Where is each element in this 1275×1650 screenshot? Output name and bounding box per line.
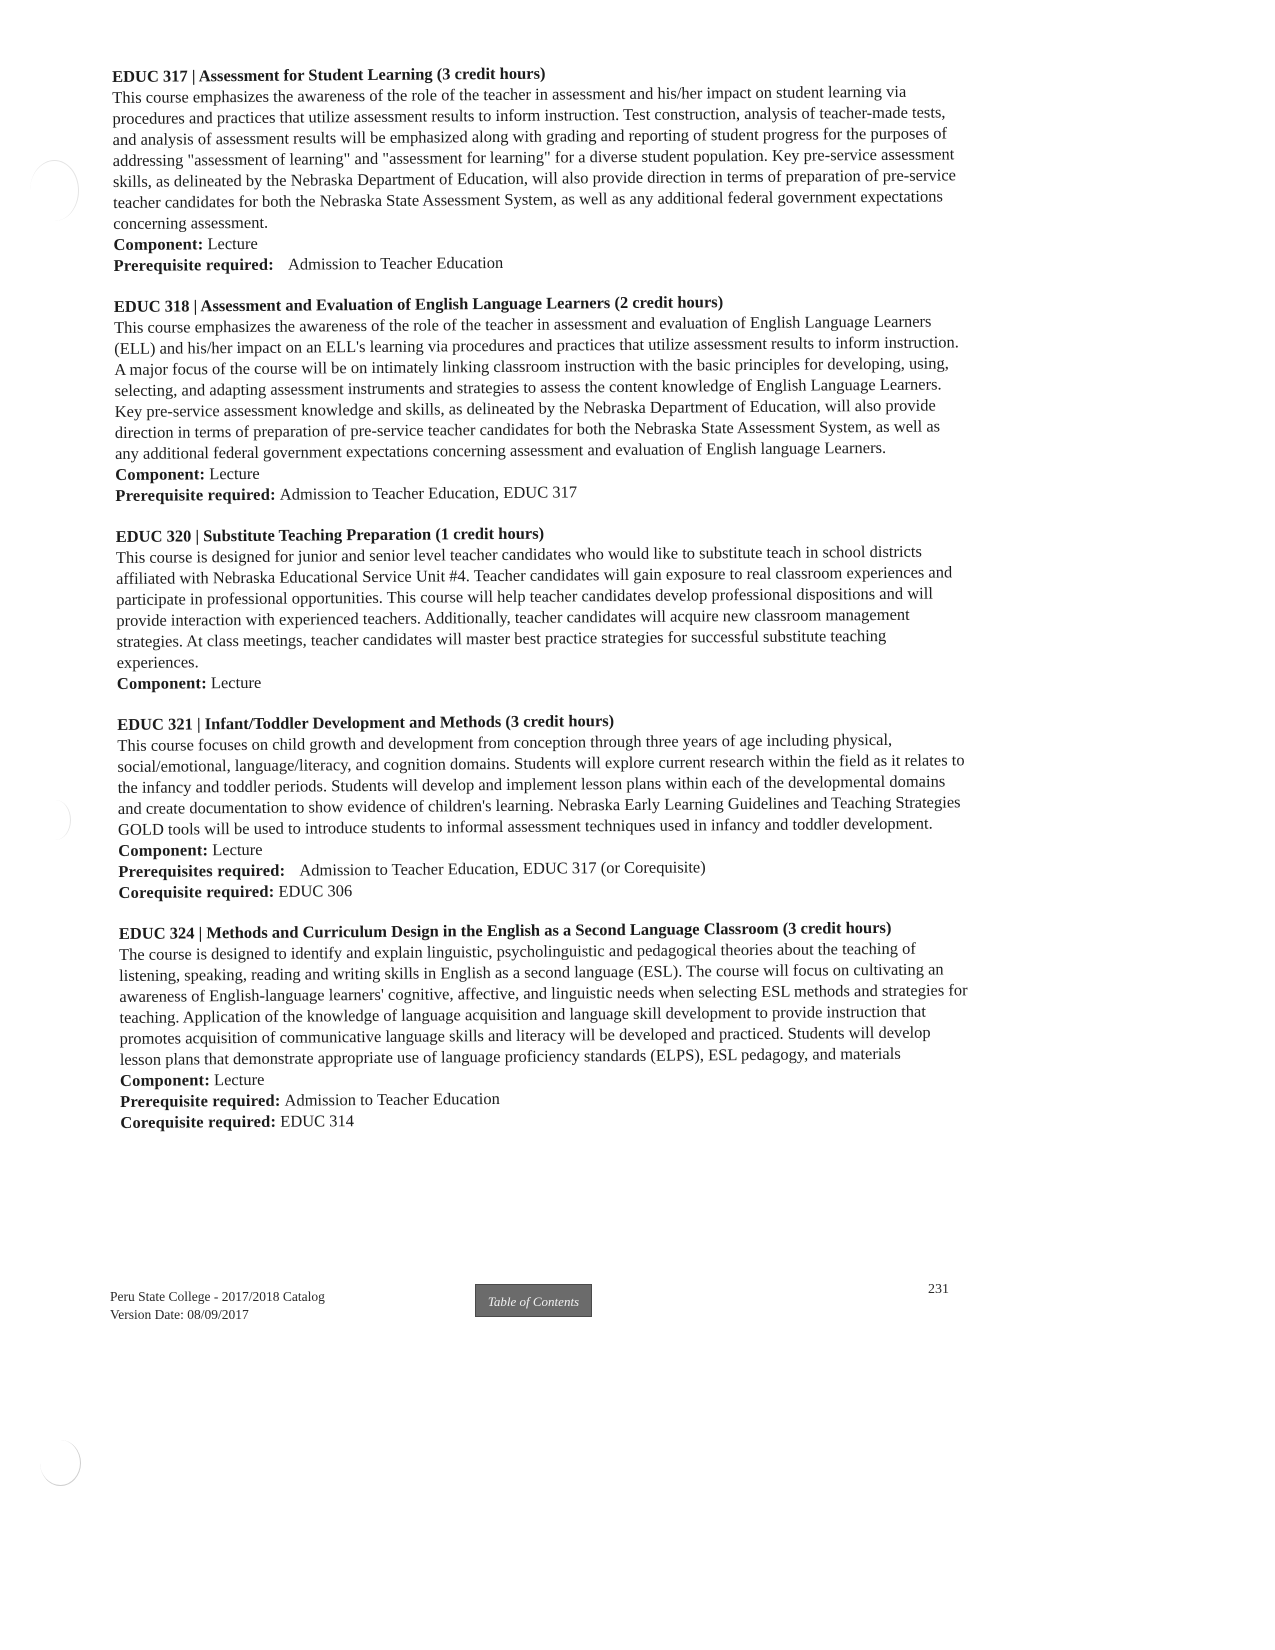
field-value: Lecture xyxy=(210,672,262,693)
field-value: Lecture xyxy=(209,463,260,484)
field-value: EDUC 306 xyxy=(278,881,353,901)
course-title: EDUC 320 | Substitute Teaching Preparation (1 credit hours) xyxy=(115,523,545,546)
table-of-contents-button[interactable]: Table of Contents xyxy=(475,1284,592,1317)
field-label: Component: xyxy=(113,234,204,254)
field-label: Prerequisite required: xyxy=(120,1090,281,1111)
course-description: This course emphasizes the awareness of the role of the teacher in assessment and his/her impact on student learning via procedures and practices that utilize assessment results to inform instruction. Test construction, analysis of teacher-made tests, and analysis of assessment results will be emphasized along with grading and reporting of student progress for the purposes of addressing "assessment of learning" and "assessment for learning" for a diverse student population. Key pre-service assessment skills, as delineated by the Nebraska Department of Education, will also provide direction in terms of preparation of pre-service teacher candidates for both the Nebraska State Assessment System, as well as any additional federal government expectations concerning assessment. xyxy=(112,81,957,233)
punch-hole-mark xyxy=(40,1440,81,1486)
field-label: Corequisite required: xyxy=(120,1111,277,1132)
punch-hole-mark xyxy=(40,800,71,840)
field-value: EDUC 314 xyxy=(280,1111,355,1131)
course-title: EDUC 321 | Infant/Toddler Development and Methods (3 credit hours) xyxy=(117,711,615,734)
course-entry xyxy=(114,289,966,506)
field-value: Admission to Teacher Education, EDUC 317 (or Corequisite) xyxy=(299,857,706,880)
field-label: Component: xyxy=(116,673,207,693)
page-number: 231 xyxy=(928,1282,949,1297)
version-date: Version Date: 08/09/2017 xyxy=(110,1307,249,1322)
catalog-page xyxy=(112,59,971,1153)
field-label: Prerequisite required: xyxy=(113,254,275,275)
field-value: Admission to Teacher Education xyxy=(284,1088,500,1110)
course-entry xyxy=(112,59,964,276)
course-entry xyxy=(116,519,967,694)
course-title: EDUC 317 | Assessment for Student Learning (3 credit hours) xyxy=(112,63,546,86)
field-label: Corequisite required: xyxy=(118,881,275,902)
course-title: EDUC 318 | Assessment and Evaluation of English Language Learners (2 credit hours) xyxy=(113,292,724,316)
course-title: EDUC 324 | Methods and Curriculum Design in the English as a Second Language Classroom (3 credit hours) xyxy=(118,917,892,943)
course-description: The course is designed to identify and explain linguistic, psycholinguistic and pedagogical theories about the teaching of listening, speaking, reading and writing skills in English as a second language (ESL). The course will focus on cultivating an awareness of English-language learners' cognitive, affective, and linguistic needs when selecting ESL methods and strategies for teaching. Application of the knowledge of language acquisition and language skill development to provide instruction that promotes acquisition of communicative language skills and literacy will be developed and practiced. Students will develop lesson plans that demonstrate appropriate use of language proficiency standards (ELPS), ESL pedagogy, and materials xyxy=(118,938,968,1069)
page-footer xyxy=(110,1288,325,1324)
punch-hole-mark xyxy=(30,160,79,221)
course-description: This course focuses on child growth and development from conception through three years of age including physical, social/emotional, language/literacy, and cognition domains. Students will explore current research within the field as it relates to the infancy and toddler periods. Students will develop and implement lesson plans within each of the developmental domains and create documentation to show evidence of children's learning. Nebraska Early Learning Guidelines and Teaching Strategies GOLD tools will be used to introduce students to informal assessment techniques used in infancy and toddler development. xyxy=(117,729,965,839)
field-value: Lecture xyxy=(213,1069,265,1090)
field-label: Component: xyxy=(118,840,209,860)
field-value: Lecture xyxy=(207,233,258,254)
course-description: This course is designed for junior and senior level teacher candidates who would like to substitute teach in school districts affiliated with Nebraska Educational Service Unit #4. Teacher candidates will gain exposure to real classroom experiences and participate in professional opportunities. This course will help teacher candidates develop professional dispositions and will provide interaction with experienced teachers. Additionally, teacher candidates will acquire new classroom management strategies. At class meetings, teacher candidates will master best practice strategies for successful substitute teaching experiences. xyxy=(115,541,953,672)
course-entry xyxy=(117,707,968,903)
field-value: Admission to Teacher Education xyxy=(287,252,504,274)
course-entry xyxy=(119,916,971,1133)
course-description: This course emphasizes the awareness of the role of the teacher in assessment and evaluation of English Language Learners (ELL) and his/her impact on an ELL's learning via procedures and practices that utilize assessment results to inform instruction. A major focus of the course will be on intimately linking classroom instruction with the basic principles for developing, using, selecting, and adapting assessment instruments and strategies to assess the content knowledge of English Language Learners. Key pre-service assessment knowledge and skills, as delineated by the Nebraska Department of Education, will also provide direction in terms of preparation of pre-service teacher candidates for both the Nebraska State Assessment System, as well as any additional federal government expectations concerning assessment and evaluation of English language Learners. xyxy=(113,311,959,463)
field-label: Component: xyxy=(115,464,206,484)
field-label: Prerequisites required: xyxy=(118,860,286,881)
catalog-name: Peru State College - 2017/2018 Catalog xyxy=(110,1289,325,1304)
field-label: Component: xyxy=(119,1070,211,1090)
field-label: Prerequisite required: xyxy=(115,484,276,505)
field-value: Lecture xyxy=(212,839,263,860)
field-value: Admission to Teacher Education, EDUC 317 xyxy=(279,482,578,504)
